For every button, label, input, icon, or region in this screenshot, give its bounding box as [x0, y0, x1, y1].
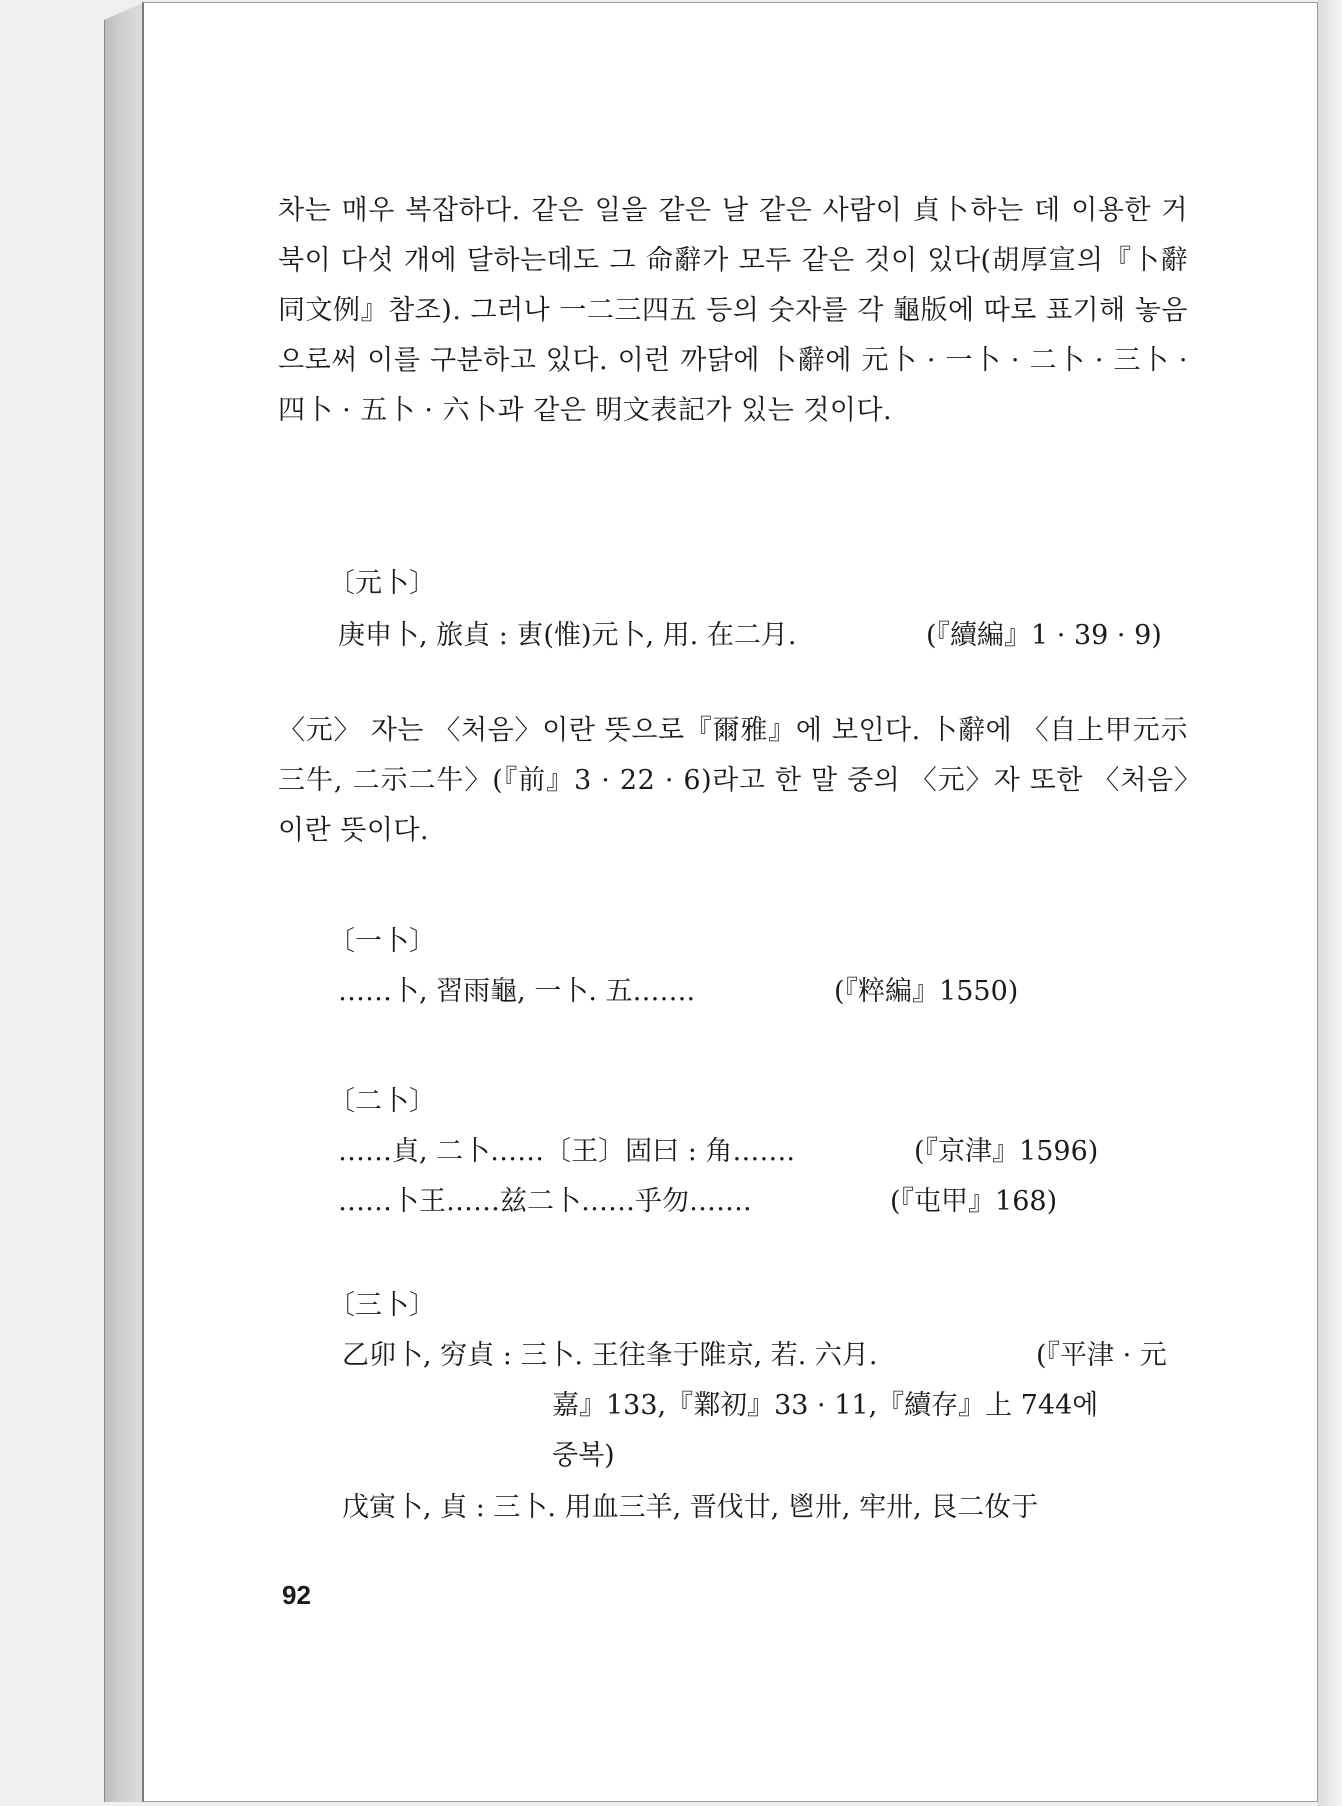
example-source-continued: 嘉』133,『鄴初』33 · 11,『續存』上 744에 [552, 1390, 1099, 1421]
example-line: ……貞, 二卜……〔王〕固曰 : 角……. [338, 1136, 796, 1167]
example-source: (『續編』1 · 39 · 9) [926, 620, 1162, 651]
section-label-yibu: 〔一卜〕 [328, 926, 436, 957]
page-edge [1318, 0, 1342, 1806]
example-source-continued: 중복) [552, 1440, 615, 1471]
example-source: (『平津 · 元 [1036, 1340, 1167, 1371]
example-line: ……卜, 習雨龜, 一卜. 五……. [338, 976, 696, 1007]
example-source: (『京津』1596) [914, 1136, 1099, 1167]
section-label-sanbu: 〔三卜〕 [328, 1290, 436, 1321]
example-source: (『屯甲』168) [890, 1186, 1058, 1217]
body-paragraph-2: 〈元〉 자는 〈처음〉이란 뜻으로『爾雅』에 보인다. 卜辭에 〈自上甲元示三牛, 二示二牛〉(『前』3 · 22 · 6)라고 한 말 중의 〈元〉자 또한 〈처음〉이란 뜻이다. [278, 715, 1188, 846]
book-spine [104, 4, 145, 1802]
page-number: 92 [282, 1580, 311, 1610]
example-line: 庚申卜, 旅貞 : 叀(惟)元卜, 用. 在二月. [338, 620, 797, 651]
section-label-erbu: 〔二卜〕 [328, 1086, 436, 1117]
body-paragraph-1: 차는 매우 복잡하다. 같은 일을 같은 날 같은 사람이 貞卜하는 데 이용한 거북이 다섯 개에 달하는데도 그 命辭가 모두 같은 것이 있다(胡厚宣의『卜辭同文例』참조). 그러나 一二三四五 등의 숫자를 각 龜版에 따로 표기해 놓음으로써 이를 구분하고 있다. 이런 까닭에 卜辭에 元卜 · 一卜 · 二卜 · 三卜 · 四卜 · 五卜 · 六卜과 같은 明文表記가 있는 것이다. [278, 195, 1188, 426]
section-label-yuanbu: 〔元卜〕 [328, 568, 436, 599]
example-line: 乙卯卜, 穷貞 : 三卜. 王往夆于陮京, 若. 六月. [342, 1340, 878, 1371]
example-line: ……卜王……兹二卜……乎勿……. [338, 1186, 752, 1217]
example-source: (『粹編』1550) [834, 976, 1019, 1007]
example-line: 戊寅卜, 貞 : 三卜. 用血三羊, 晋伐廿, 鬯卅, 牢卅, 艮二㚢于 [342, 1492, 1039, 1523]
